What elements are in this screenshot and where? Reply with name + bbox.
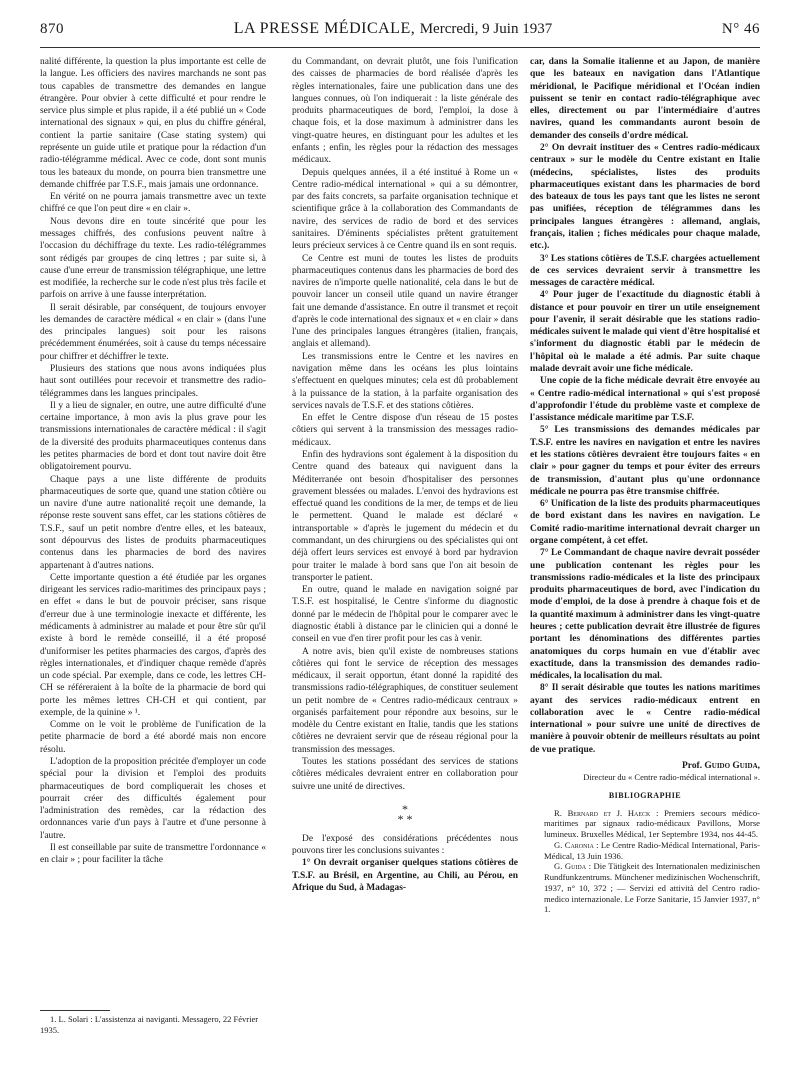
paragraph: Les transmissions entre le Centre et les navires en navigation même dans les océans les plus lointains s'effectuent en quelques minutes; cela est dû probablement à la puissance de la station, à la parfaite organisation des services navals de T.S.F. et des stations côtières.: [292, 351, 518, 411]
section-separator: [292, 801, 518, 826]
paragraph: Ce Centre est muni de toutes les listes de produits pharmaceutiques contenus dans les pharmacies de bord des navires de n'importe quelle nationalité, cela dans le but de pouvoir lancer un conseil utile quand un navire étranger fait une demande d'assistance. En outre il transmet et reçoit d'après le code international des signaux et « en clair » dans l'une des principales langues étrangères (italien, français, anglais et allemand).: [292, 253, 518, 350]
paragraph: Enfin des hydravions sont également à la disposition du Centre quand des bateaux qui naviguent dans la Méditerranée ont besoin d'hospitaliser des personnes gravement blessées ou malades. L'envoi des hydravions est effectué quand les conditions de la mer, de temps et de lieu le permettent. Quand le malade est déclaré « intransportable » d'après le jugement du médecin et du commandant, un des chirurgiens ou des spécialistes qui ont déjà offert leurs services est envoyé à bord par hydravion pour traiter le malade à bord sans que l'on ait besoin de transporter le patient.: [292, 450, 518, 583]
conclusion-item: 2° On devrait instituer des « Centres radio-médicaux centraux » sur le modèle du Centre existant en Italie (médecins, spécialistes, listes des produits pharmaceutiques existant dans les pharmacies de bord des bateaux de tous les pays tant que les listes ne seront pas unifiées, réception de télégrammes dans les principales langues étrangères : allemand, anglais, français, italien ; fiches médicales pour chaque malade, etc.).: [530, 142, 760, 252]
paragraph: Il est conseillable par suite de transmettre l'ordonnance « en clair » ; pour faciliter la tâche: [40, 843, 266, 866]
paragraph: En vérité on ne pourra jamais transmettre avec un texte chiffré ce que l'on peut dire « en clair ».: [40, 192, 266, 215]
issue-number: N° 46: [721, 21, 760, 37]
paragraph: Il y a lieu de signaler, en outre, une autre difficulté d'une certaine importance, à mon avis la plus grave pour les transmissions internationales de caractère médical : il s'agit de la diversité des produits pharmaceutiques contenus dans les petites pharmacies de bord et dont tout navire doit être obligatoirement pourvu.: [40, 400, 266, 473]
paragraph: En effet le Centre dispose d'un réseau de 15 postes côtiers qui servent à la transmission des messages radio-médicaux.: [292, 413, 518, 448]
paragraph: Nous devons dire en toute sincérité que pour les messages chiffrés, des confusions peuvent naître à l'occasion du déchiffrage du texte. Les radio-télégrammes sont rédigés par groupes de cinq lettres ; par suite si, à cause d'une erreur de transmission télégraphique, une lettre est modifiée, la recherche sur le code n'est plus très facile et parfois on arrive à une fausse interprétation.: [40, 216, 267, 301]
issue-date: Mercredi, 9 Juin 1937: [419, 21, 553, 37]
column-left: [40, 56, 266, 1001]
column-right: [530, 56, 760, 1016]
page-header: [40, 20, 760, 46]
footnote-rule: [40, 1010, 110, 1011]
paragraph: Chaque pays a une liste différente de produits pharmaceutiques de sorte que, quand une station côtière ou un navire d'une autre nationalité reçoit une demande, la réponse reste souvent sans effet, car les stations côtières de T.S.F., sauf un petit nombre d'entre elles, et les bateaux, sont dépourvus des listes de produits pharmaceutiques contenus dans les pharmacies de bord des navires appartenant à d'autres nations.: [40, 474, 266, 571]
bib-author: G. Caronia :: [554, 839, 599, 850]
paragraph: L'adoption de la proposition précitée d'employer un code spécial pour la division et l'emploi des produits pharmaceutiques de bord compliquerait les choses et pourrait créer des difficultés également pour l'administration des remèdes, car la rédaction des ordonnances varie d'un pays à l'autre et d'une personne à l'autre.: [40, 757, 266, 841]
author-signature: [530, 760, 760, 772]
conclusion-item: car, dans la Somalie italienne et au Japon, de manière que les bateaux en navigation dans l'Atlantique méridional, le Pacifique méridional et l'Océan indien puissent se tenir en contact radio-télégraphique avec elles, directement ou par l'intermédiaire d'autres navires, quand les commandants auront besoin de demander des conseils d'ordre médical.: [530, 57, 760, 141]
bibliography-heading: BIBLIOGRAPHIE: [608, 791, 682, 801]
paragraph: Plusieurs des stations que nous avons indiquées plus haut sont outillées pour recevoir et transmettre des radio-télégrammes dans les langues principales.: [40, 364, 266, 399]
journal-title: [64, 20, 722, 38]
paragraph: Cette importante question a été étudiée par les organes dirigeant les services radio-maritimes des principaux pays ; en effet « dans le but de pouvoir préciser, sans risque d'erreur due à une terminologie inexacte et différente, les médicaments à administrer au malade et pour être sûr qu'il existe à bord le remède conseillé, il a été proposé d'uniformiser les petites pharmacies des cargos, d'après des règles internationales, et d'indiquer chaque remède d'après un code spécial. Par exemple, dans ce code, les lettres CH-CH se référeraient à la boîte de la pharmacie de bord qui porte les mêmes lettres CH-CH et qui contient, par exemple, de la quinine » ¹.: [40, 572, 266, 718]
conclusion-item: 3° Les stations côtières de T.S.F. chargées actuellement de ces services devraient servir à transmettre les messages de caractère médical.: [530, 253, 760, 289]
paragraph: Toutes les stations possédant des services de stations côtières médicales devraient entrer en collaboration pour suivre une unité de directives.: [292, 757, 518, 792]
paragraph: De l'exposé des considérations précédentes nous pouvons tirer les conclusions suivantes :: [292, 833, 518, 857]
signature-title: Directeur du « Centre radio-médical international ».: [583, 772, 760, 783]
conclusion-item: 4° Pour juger de l'exactitude du diagnostic établi à distance et pour pouvoir en tirer un utile enseignement pour l'avenir, il serait désirable que les stations radio-médicales suivent le malade qui vient d'être hospitalisé et s'informent du diagnostic établi par le médecin de l'hôpital où le malade a été admis. Par suite chaque malade devrait avoir une fiche médicale.: [530, 290, 760, 375]
journal-name: LA PRESSE MÉDICALE,: [233, 20, 416, 37]
bibliography-entry: [530, 808, 760, 840]
separator-stars: * *: [397, 811, 413, 826]
paragraph: Depuis quelques années, il a été institué à Rome un « Centre radio-médical international » qui a su démontrer, par des faits concrets, sa parfaite organisation technique et scientifique grâce à la collaboration des Commandants de navire, des services de radio de bord et des services sanitaires. D'éminents spécialistes prêtent gratuitement leurs précieux services à ce Centre quand ils en sont requis.: [292, 167, 518, 252]
bib-text: Premiers secours médico-maritimes par signaux radio-médicaux Pavillons, Morse lumineux. Bruxelles Médical, 1er Septembre 1934, nos 44-45.: [544, 807, 760, 840]
signature-prefix: Prof.: [682, 761, 703, 772]
signature-name: Guido Guida,: [704, 761, 760, 772]
conclusion-item: 8° Il serait désirable que toutes les nations maritimes ayant des services radio-médicaux entrent en collaboration avec le « Centre radio-médical international » pour suivre une unité de directives de manière à pouvoir obtenir de meilleurs résultats au point de vue pratique.: [530, 683, 760, 755]
paragraph: A notre avis, bien qu'il existe de nombreuses stations côtières qui font le service de réception des messages médicaux, il serait opportun, étant donné la rapidité des transmissions radio-télégraphiques, de constituer seulement un petit nombre de « Centres radio-médicaux centraux » organisés parfaitement pour répondre aux besoins, sur le modèle du Centre existant en Italie, tandis que les stations côtières ne devraient servir que de réseau régional pour la transmission des messages.: [292, 646, 518, 755]
conclusion-item: Une copie de la fiche médicale devrait être envoyée au « Centre radio-médical international » qui s'est proposé d'approfondir l'étude du problème vaste et complexe de l'assistance médicale maritime par T.S.F.: [530, 376, 760, 424]
conclusion-item: 5° Les transmissions des demandes médicales par T.S.F. entre les navires en navigation et entre les navires et les stations côtières devraient être toujours faites « en clair » pour gagner du temps et pour éviter des erreurs de transmission, d'autant plus qu'une ordonnance médicale ne pourra pas être transmise chiffrée.: [530, 425, 760, 497]
bibliography-entry: [530, 861, 760, 915]
paragraph: Comme on le voit le problème de l'unification de la petite pharmacie de bord a été abordé mais non encore résolu.: [40, 720, 266, 755]
conclusion-item: 1° On devrait organiser quelques stations côtières de T.S.F. au Brésil, en Argentine, au Chili, au Pérou, en Afrique du Sud, à Madagas-: [292, 858, 518, 893]
separator-star: *: [402, 801, 408, 816]
footnote: 1. L. Solari : L'assistenza ai naviganti. Messagero, 22 Février 1935.: [40, 1014, 259, 1035]
paragraph: En outre, quand le malade en navigation soigné par T.S.F. est hospitalisé, le Centre s'informe du diagnostic donné par le médecin de l'hôpital pour le comparer avec le diagnostic établi à distance par le clinicien qui a donné le conseil en vue d'en tirer profit pour les cas à venir.: [292, 585, 518, 645]
bibliography-entry: [530, 840, 760, 861]
paragraph: du Commandant, on devrait plutôt, une fois l'unification des caisses de pharmacies de bord réalisée d'après les règles internationales, faire une publication dans une des langues connues, où l'on indiquerait : la liste générale des produits pharmaceutiques de bord, l'emploi, la dose à chaque fois, et la dose maximum à administrer dans les vingt-quatre heures, en distinguant pour les adultes et les enfants ; enfin, les règles pour la rédaction des messages médicaux.: [292, 57, 518, 166]
header-rule: [40, 47, 760, 48]
bib-author: G. Guida :: [554, 861, 591, 872]
bib-author: R. Bernard et J. Haeck :: [554, 807, 659, 818]
page-number: 870: [40, 21, 64, 37]
bib-text: Die Tätigkeit des Internationalen medizinischen Rundfunkzentrums. Münchener medizinischen Wochenschrift, 1937, n° 10, 372 ; — Servizi ed attività del Centro radio-medico internazionale. Le Forze Sanitarie, 15 Janvier 1937, n° 1.: [544, 861, 760, 915]
paragraph: Il serait désirable, par conséquent, de toujours envoyer les demandes de caractère médical « en clair » (dans l'une des principales langues) soit pour les raisons précédemment énumérées, soit à cause du temps nécessaire pour chiffrer et déchiffrer le texte.: [40, 302, 266, 362]
column-middle: [292, 56, 518, 1016]
paragraph: nalité différente, la question la plus importante est celle de la langue. Les officiers des navires marchands ne sont pas tous capables de transmettre des demandes en langue étrangère. Pour obvier à cette difficulté et pour rendre le service plus simple et plus rapide, il a été publié un « Code international des signaux » qui, en plus du chiffre général, contient la partie sanitaire (Case stating system) qui représente un guide utile et pratique pour la rédaction d'un radio-télégramme médical. Avec ce code, dont sont munis tous les bateaux du monde, on pourra bien transmettre une demande chiffrée par T.S.F., mais jamais une ordonnance.: [40, 57, 266, 190]
conclusion-item: 7° Le Commandant de chaque navire devrait posséder une publication contenant les règles pour les transmissions radio-médicales et la liste des principaux produits pharmaceutiques de bord, avec l'indication du mode d'emploi, de la dose à prendre à chaque fois et de la quantité maximum à administrer dans les vingt-quatre heures ; cette publication devrait être illustrée de figures portant les dénominations des différentes parties anatomiques du corps humain en vue d'établir avec exactitude, dans la transmission des demandes radio-médicales, la localisation du mal.: [530, 548, 760, 682]
conclusion-item: 6° Unification de la liste des produits pharmaceutiques de bord existant dans les navires en navigation. Le Comité radio-maritime international devrait charger un organe compétent, à cet effet.: [530, 499, 760, 546]
bib-text: Le Centre Radio-Médical International, Paris-Médical, 13 Juin 1936.: [544, 839, 761, 861]
